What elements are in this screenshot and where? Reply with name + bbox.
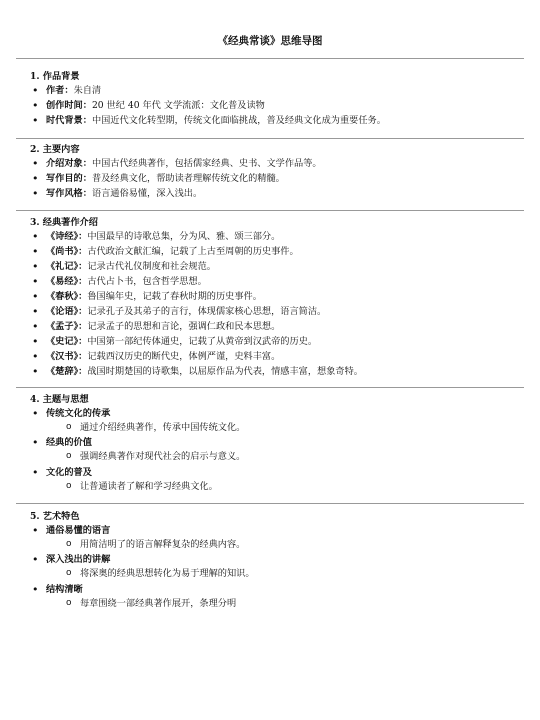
section-heading: 4. 主题与思想 — [30, 394, 89, 405]
item-key: 《诗经》： — [46, 231, 88, 243]
item-key: 《易经》： — [46, 276, 88, 288]
item-value: 朱自清 — [73, 85, 102, 97]
item-value: 鲁国编年史，记载了春秋时期的历史事件。 — [87, 291, 262, 303]
divider — [16, 58, 524, 59]
sub-item: o 强调经典著作对现代社会的启示与意义。 — [30, 452, 524, 462]
list-item — [30, 174, 524, 184]
list-item — [30, 352, 524, 362]
list-item — [30, 86, 524, 96]
list-item — [30, 277, 524, 287]
item-value: 古代政治文献汇编，记载了上古至周朝的历史事件。 — [87, 246, 299, 258]
bullet-list — [30, 409, 524, 492]
bullet-list — [30, 232, 524, 377]
divider — [16, 387, 524, 388]
item-key: 写作目的： — [46, 173, 92, 185]
list-item — [30, 159, 524, 169]
item-key: 写作风格： — [46, 188, 92, 200]
bullet-list — [30, 526, 524, 609]
item-key: 《春秋》： — [46, 291, 88, 303]
item-key: 作者： — [46, 85, 74, 97]
item-key: 介绍对象： — [46, 158, 92, 170]
section-heading: 3. 经典著作介绍 — [30, 217, 98, 228]
list-item — [30, 322, 524, 332]
item-key: 《汉书》： — [46, 351, 88, 363]
list-item — [30, 247, 524, 257]
sub-item: o 让普通读者了解和学习经典文化。 — [30, 482, 524, 492]
section-heading: 1. 作品背景 — [30, 71, 80, 82]
list-item — [30, 438, 524, 448]
list-item — [30, 116, 524, 126]
item-heading: 深入浅出的讲解 — [46, 554, 111, 566]
list-item — [30, 232, 524, 242]
divider — [16, 503, 524, 504]
bullet-list — [30, 159, 524, 199]
item-key: 时代背景： — [46, 115, 92, 127]
section-heading: 2. 主要内容 — [30, 144, 80, 155]
sub-item: o 将深奥的经典思想转化为易于理解的知识。 — [30, 569, 524, 579]
item-value: 战国时期楚国的诗歌集，以屈原作品为代表，情感丰富，想象奇特。 — [87, 366, 363, 378]
list-item — [30, 526, 524, 536]
list-item — [30, 585, 524, 595]
list-item — [30, 337, 524, 347]
bullet-list — [30, 86, 524, 126]
sub-item: o 用简洁明了的语言解释复杂的经典内容。 — [30, 540, 524, 550]
item-key: 《楚辞》： — [46, 366, 88, 378]
section-artistic-features — [30, 512, 524, 614]
divider — [16, 138, 524, 139]
list-item — [30, 555, 524, 565]
section-main-content — [30, 145, 524, 204]
item-key: 《礼记》： — [46, 261, 88, 273]
section-background — [30, 72, 524, 131]
list-item — [30, 307, 524, 317]
item-heading: 通俗易懂的语言 — [46, 525, 111, 537]
section-heading: 5. 艺术特色 — [30, 511, 80, 522]
page-title: 《经典常谈》思维导图 — [217, 35, 323, 47]
list-item — [30, 101, 524, 111]
section-classics — [30, 218, 524, 382]
item-value: 语言通俗易懂，深入浅出。 — [91, 188, 203, 200]
item-value: 中国近代文化转型期，传统文化面临挑战，普及经典文化成为重要任务。 — [91, 115, 386, 127]
item-value: 记载西汉历史的断代史，体例严谨，史料丰富。 — [87, 351, 281, 363]
item-value: 普及经典文化，帮助读者理解传统文化的精髓。 — [91, 173, 285, 185]
item-value: 古代占卜书，包含哲学思想。 — [87, 276, 207, 288]
sub-item: o 每章围绕一部经典著作展开，条理分明 — [30, 599, 524, 609]
item-value: 中国第一部纪传体通史，记载了从黄帝到汉武帝的历史。 — [87, 336, 318, 348]
divider — [16, 210, 524, 211]
item-value: 20 世纪 40 年代 文学流派：文化普及读物 — [91, 100, 265, 112]
item-value: 记录孔子及其弟子的言行，体现儒家核心思想，语言简洁。 — [87, 306, 327, 318]
list-item — [30, 292, 524, 302]
item-key: 《孟子》： — [46, 321, 88, 333]
list-item — [30, 262, 524, 272]
item-heading: 传统文化的传承 — [46, 408, 111, 420]
list-item — [30, 367, 524, 377]
list-item — [30, 409, 524, 419]
section-themes — [30, 395, 524, 497]
item-key: 创作时间： — [46, 100, 92, 112]
item-value: 记录古代礼仪制度和社会规范。 — [87, 261, 216, 273]
list-item — [30, 468, 524, 478]
item-value: 记录孟子的思想和言论，强调仁政和民本思想。 — [87, 321, 281, 333]
item-key: 《尚书》： — [46, 246, 88, 258]
item-key: 《史记》： — [46, 336, 88, 348]
list-item — [30, 189, 524, 199]
item-heading: 文化的普及 — [46, 466, 92, 478]
item-heading: 结构清晰 — [46, 583, 83, 595]
item-value: 中国古代经典著作，包括儒家经典、史书、文学作品等。 — [91, 158, 322, 170]
item-heading: 经典的价值 — [46, 437, 92, 449]
item-value: 中国最早的诗歌总集，分为风、雅、颂三部分。 — [87, 231, 281, 243]
item-key: 《论语》： — [46, 306, 88, 318]
sub-item: o 通过介绍经典著作，传承中国传统文化。 — [30, 423, 524, 433]
